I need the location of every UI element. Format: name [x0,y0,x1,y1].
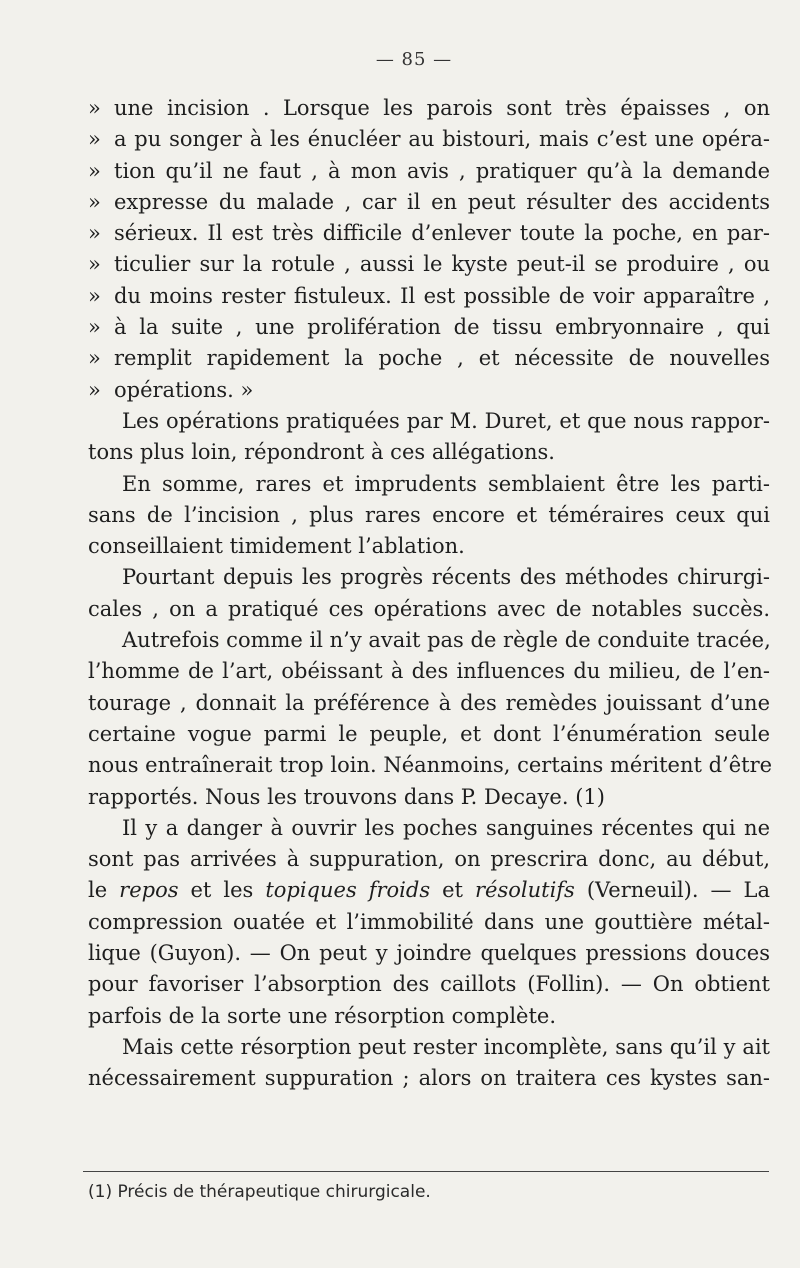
text-line [88,594,770,625]
line-text: rapportés. Nous les trouvons dans P. Decaye. (1) [88,784,605,809]
line-text: à la suite , une prolifération de tissu embryonnaire , qui [114,315,770,340]
text-line [88,969,770,1000]
text-line [88,938,770,969]
line-text: En somme, rares et imprudents semblaient être les parti- [122,471,770,496]
text-line [88,312,770,343]
line-text: expresse du malade , car il en peut résulter des accidents [114,189,770,214]
line-text: sans de l’incision , plus rares encore et téméraires ceux qui [88,502,770,527]
line-text: Les opérations pratiquées par M. Duret, et que nous rappor- [122,408,770,433]
line-text: ticulier sur la rotule , aussi le kyste peut-il se produire , ou [114,252,770,277]
text-line [88,813,770,844]
text-line [88,719,770,750]
quote-mark: » [88,377,101,402]
line-text: opérations. » [114,377,254,402]
text-line [88,625,770,656]
footnote-divider [83,1171,769,1172]
text-line [88,124,770,155]
quote-mark: » [88,96,101,120]
text-line [88,750,773,781]
text-line [88,656,770,687]
page-number: — 85 — [375,49,453,70]
line-text: une incision . Lorsque les parois sont très épaisses , on [114,96,770,120]
line-text: l’homme de l’art, obéissant à des influences du milieu, de l’en- [88,659,770,684]
text-line [88,875,770,906]
text-line [88,281,770,312]
line-text: sérieux. Il est très difficile d’enlever toute la poche, en par- [114,221,770,246]
quote-mark: » [88,127,101,152]
text-line [88,688,770,719]
line-text: certaine vogue parmi le peuple, et dont l’énumération seule [88,721,770,746]
line-text: lique (Guyon). — On peut y joindre quelques pressions douces [88,941,770,966]
line-text: Il y a danger à ouvrir les poches sanguines récentes qui ne [122,815,770,840]
text-line [88,343,770,374]
text-line [88,782,770,813]
text-line [88,907,770,938]
line-text: Autrefois comme il n’y avait pas de règle de conduite tracée, [122,628,771,653]
line-text: tion qu’il ne faut , à mon avis , pratiquer qu’à la demande [114,158,770,183]
line-text: tourage , donnait la préférence à des remèdes jouissant d’une [88,690,770,715]
text-line [88,218,770,249]
line-text: sont pas arrivées à suppuration, on prescrira donc, au début, [88,847,770,872]
text-line [88,1032,770,1063]
text-line [88,437,770,468]
text-line [88,375,770,406]
line-text: cales , on a pratiqué ces opérations avec de notables succès. [88,596,770,621]
text-line [88,156,770,187]
text-line [88,93,770,124]
text-line [88,406,770,437]
line-text: du moins rester fistuleux. Il est possible de voir apparaître , [114,283,770,308]
text-line [88,187,770,218]
quote-mark: » [88,346,101,371]
quote-mark: » [88,315,101,340]
line-text: le repos et les topiques froids et résolutifs (Verneuil). — La [88,878,770,903]
line-text: conseillaient timidement l’ablation. [88,534,465,559]
line-text: a pu songer à les énucléer au bistouri, mais c’est une opéra- [114,127,770,152]
quote-mark: » [88,221,101,246]
quote-mark: » [88,283,101,308]
text-line [88,562,770,593]
line-text: Mais cette résorption peut rester incomplète, sans qu’il y ait [122,1034,770,1059]
quote-mark: » [88,252,101,277]
text-line [88,500,770,531]
footnote: (1) Précis de thérapeutique chirurgicale. [88,1182,431,1202]
line-text: remplit rapidement la poche , et nécessite de nouvelles [114,346,770,371]
line-text: compression ouatée et l’immobilité dans une gouttière métal- [88,909,770,934]
text-line [88,844,770,875]
line-text: pour favoriser l’absorption des caillots (Follin). — On obtient [88,972,770,997]
text-line [88,249,770,280]
body-text [88,93,773,1095]
quote-mark: » [88,189,101,214]
text-line [88,1001,770,1032]
text-line [88,469,770,500]
line-text: nous entraînerait trop loin. Néanmoins, certains méritent d’être [88,753,773,778]
line-text: nécessairement suppuration ; alors on traitera ces kystes san- [88,1066,770,1091]
line-text: tons plus loin, répondront à ces allégations. [88,440,555,465]
text-line [88,1063,770,1094]
line-text: parfois de la sorte une résorption complète. [88,1003,557,1028]
quote-mark: » [88,158,101,183]
text-line [88,531,770,562]
line-text: Pourtant depuis les progrès récents des méthodes chirurgi- [122,565,770,590]
